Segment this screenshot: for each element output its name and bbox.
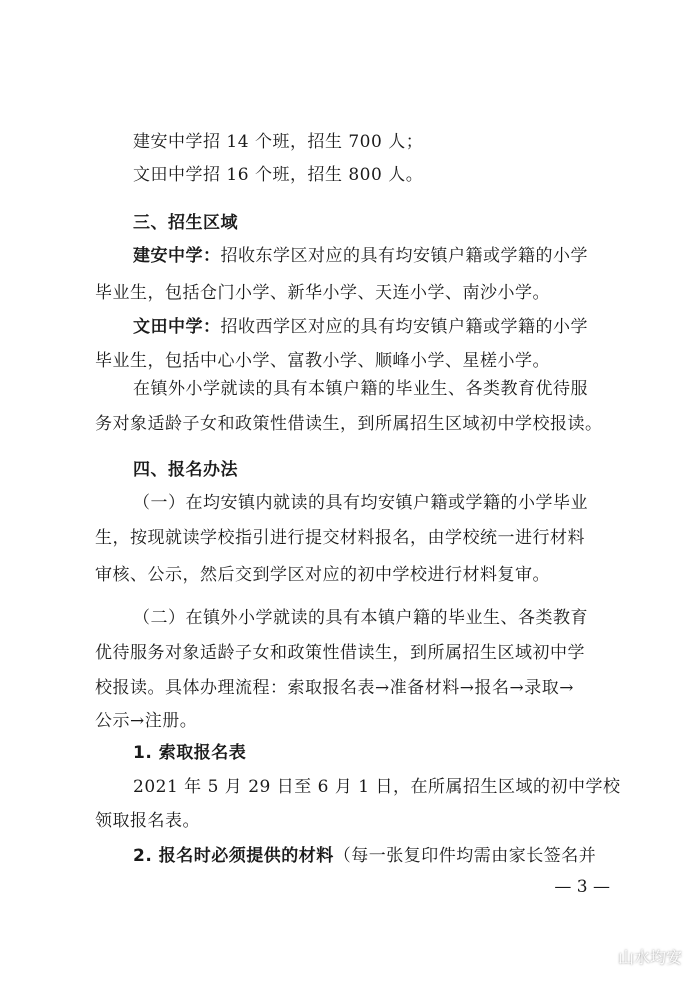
watermark [588, 942, 682, 970]
text-line: （二）在镇外小学就读的具有本镇户籍的毕业生、各类教育 [133, 608, 588, 628]
text-line: 领取报名表。 [95, 811, 200, 831]
text-line: （一）在均安镇内就读的具有均安镇户籍或学籍的小学毕业 [133, 493, 588, 513]
text-line: 毕业生，包括仓门小学、新华小学、天连小学、南沙小学。 [95, 283, 550, 303]
section-heading: 三、招生区域 [133, 213, 238, 233]
text-line [133, 845, 615, 867]
text-line [133, 245, 615, 267]
text-span: 招收东学区对应的具有均安镇户籍或学籍的小学 [220, 246, 588, 266]
text-line: 审核、公示，然后交到学区对应的初中学校进行材料复审。 [95, 565, 550, 585]
section-heading: 四、报名办法 [133, 460, 238, 480]
subsection-heading: 2. 报名时必须提供的材料 [133, 846, 334, 866]
school-label: 文田中学： [133, 317, 221, 337]
text-line: 生，按现就读学校指引进行提交材料报名，由学校统一进行材料 [95, 528, 585, 548]
page-number: — 3 — [554, 877, 610, 897]
text-line: 优待服务对象适龄子女和政策性借读生，到所属招生区域初中学 [95, 643, 585, 663]
text-line: 建安中学招 14 个班，招生 700 人； [133, 132, 424, 152]
text-line: 2021 年 5 月 29 日至 6 月 1 日，在所属招生区域的初中学校 [133, 777, 621, 797]
subsection-heading: 1. 索取报名表 [133, 743, 247, 763]
text-line: 文田中学招 16 个班，招生 800 人。 [133, 165, 424, 185]
text-span: （每一张复印件均需由家长签名并 [333, 846, 597, 866]
text-line: 校报读。具体办理流程：索取报名表→准备材料→报名→录取→ [95, 678, 574, 698]
text-span: 招收西学区对应的具有均安镇户籍或学籍的小学 [220, 317, 588, 337]
text-line [133, 316, 615, 338]
watermark-text: 山水均安 [617, 947, 682, 967]
text-line: 务对象适龄子女和政策性借读生，到所属招生区域初中学校报读。 [95, 414, 603, 434]
school-label: 建安中学： [133, 246, 221, 266]
text-line: 毕业生，包括中心小学、富教小学、顺峰小学、星槎小学。 [95, 351, 550, 371]
text-line: 公示→注册。 [95, 711, 198, 731]
wechat-icon [588, 946, 612, 966]
text-line: 在镇外小学就读的具有本镇户籍的毕业生、各类教育优待服 [133, 379, 588, 399]
